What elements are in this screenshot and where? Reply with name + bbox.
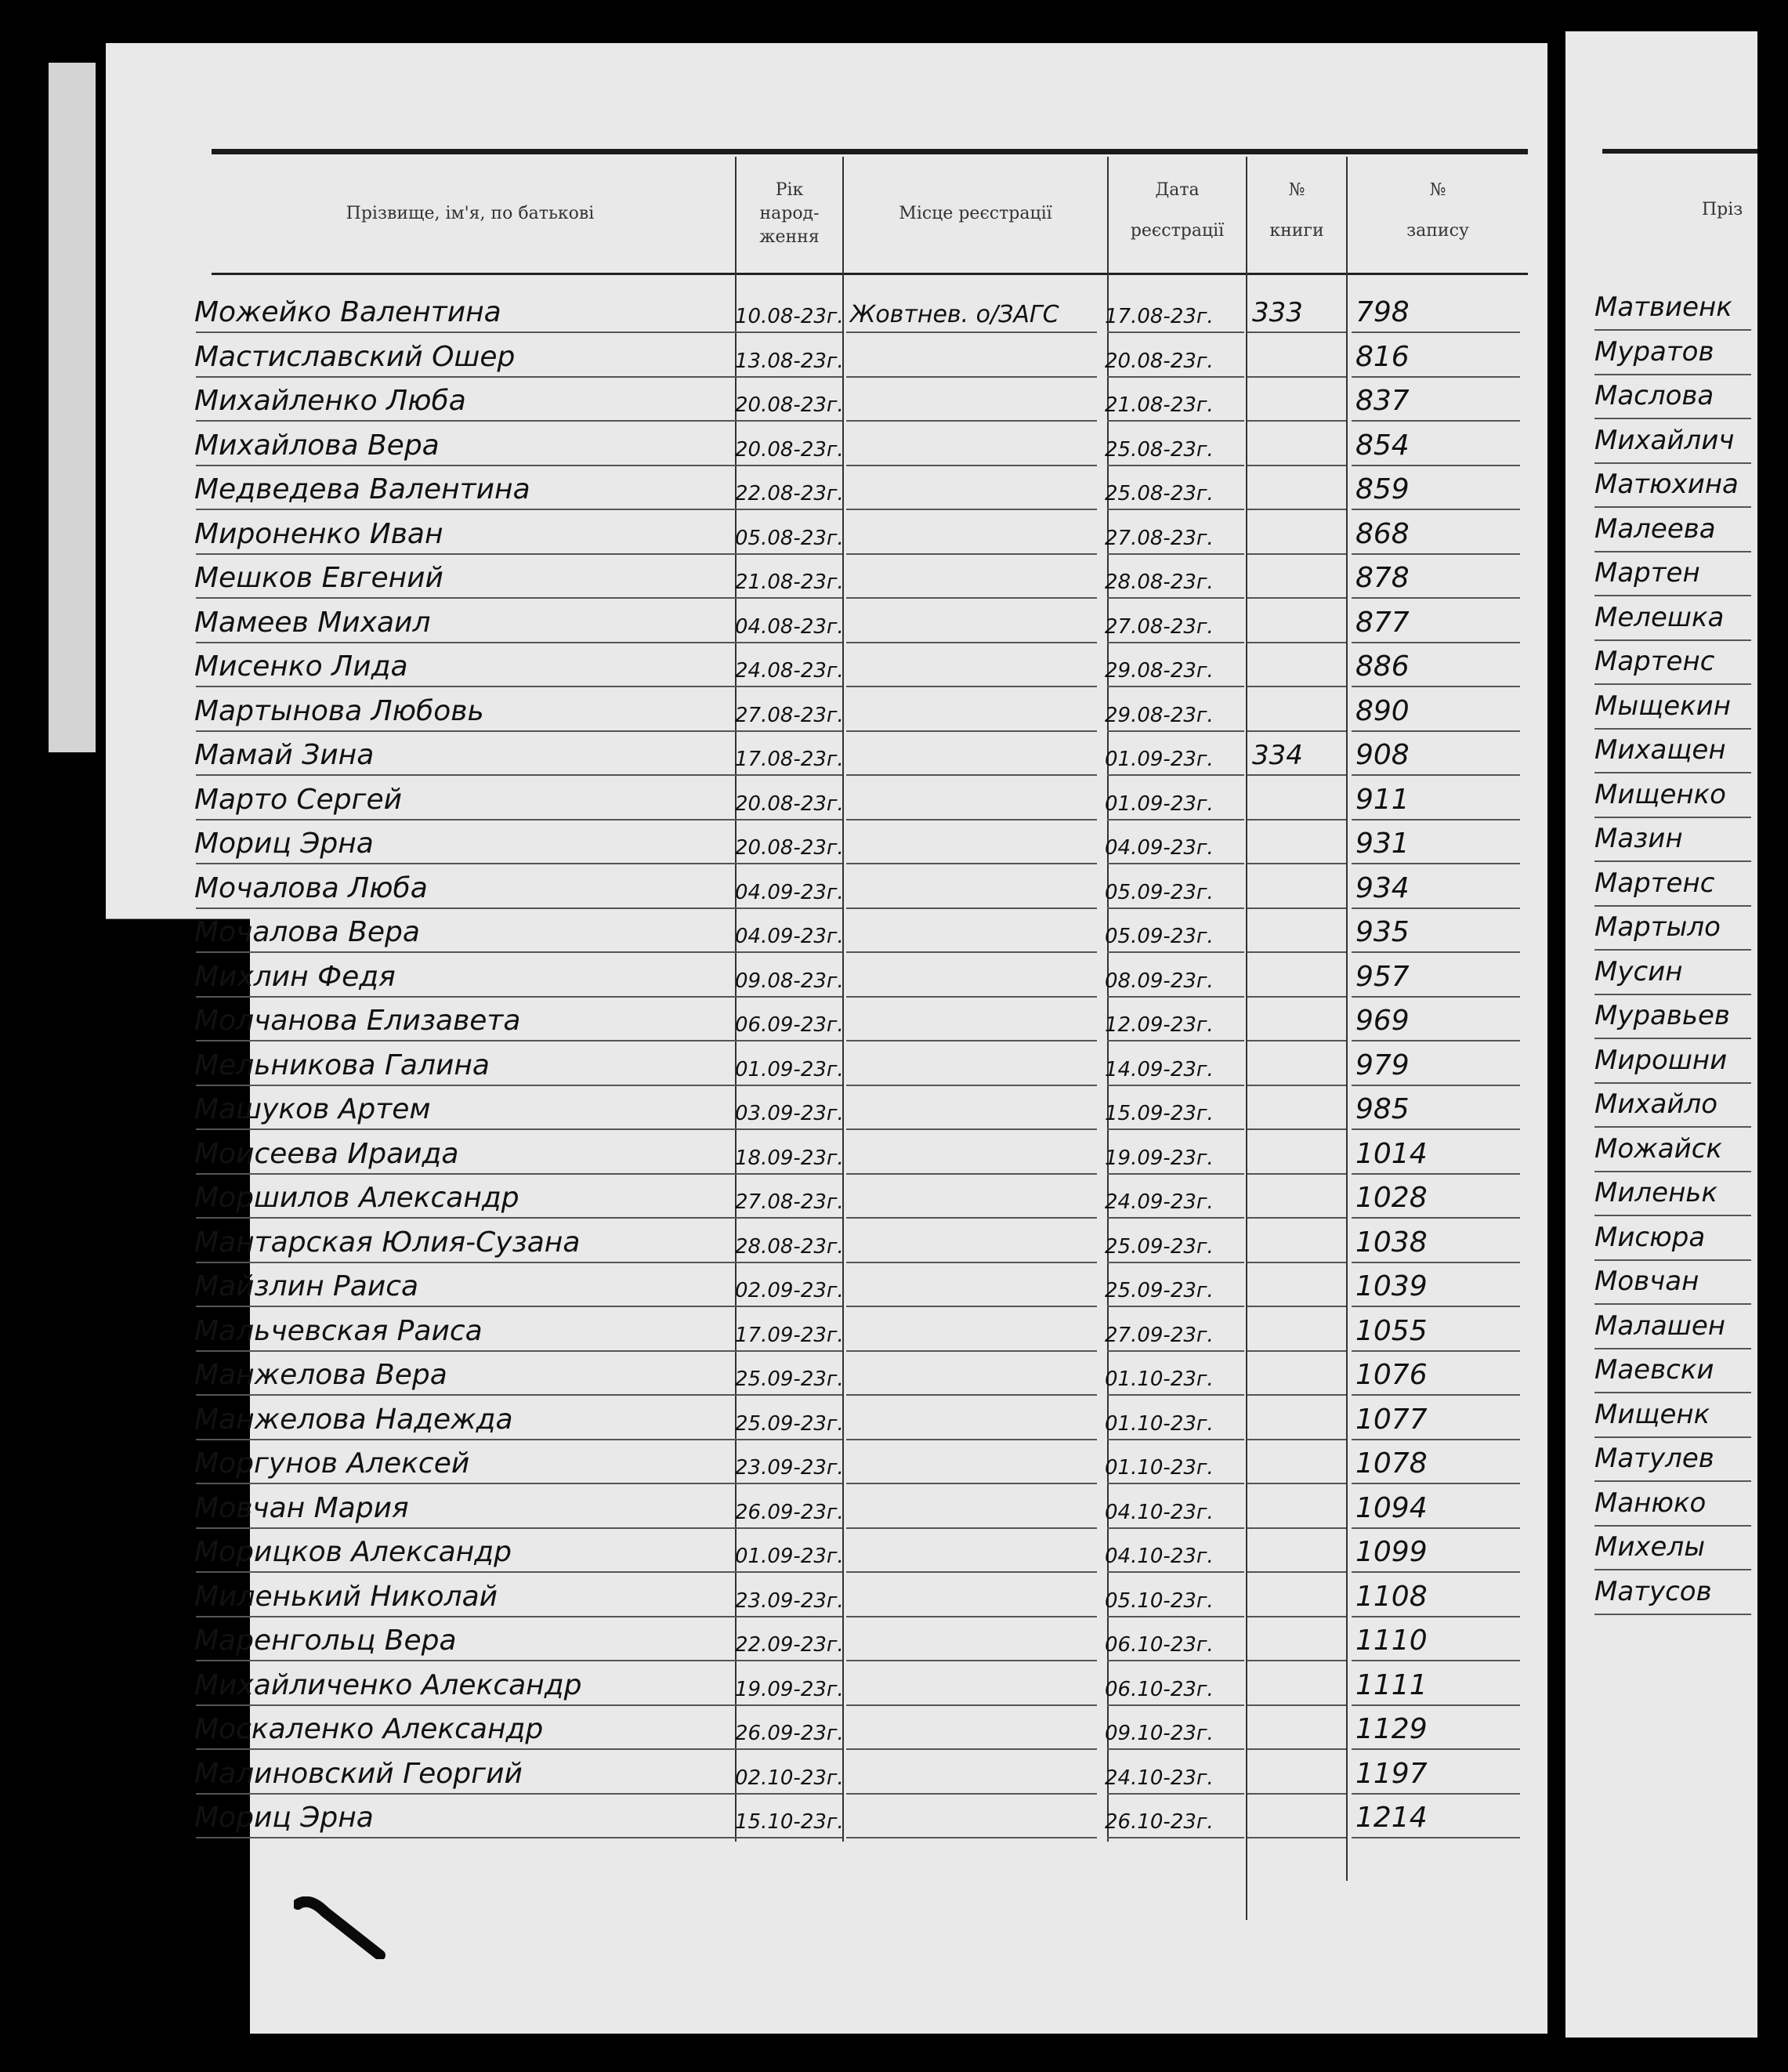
row-name: Мельникова Галина bbox=[194, 1049, 490, 1081]
next-page-name: Мартенс bbox=[1594, 646, 1715, 677]
row-record: 1076 bbox=[1355, 1359, 1428, 1391]
row-birth: 27.08-23г. bbox=[735, 1190, 844, 1214]
header-place: Місце реєстрації bbox=[899, 204, 1052, 223]
row-name: Можейко Валентина bbox=[194, 296, 501, 328]
row-record: 1099 bbox=[1355, 1536, 1428, 1568]
next-page-underline bbox=[1594, 1480, 1751, 1482]
next-page-name: Мартенс bbox=[1594, 867, 1715, 899]
next-page-name: Матусов bbox=[1594, 1575, 1712, 1607]
table-row bbox=[0, 1528, 1788, 1573]
next-page-underline bbox=[1594, 1259, 1751, 1261]
row-underline bbox=[846, 1837, 1097, 1838]
row-name: Москаленко Александр bbox=[194, 1713, 544, 1745]
row-name: Моисеева Ираида bbox=[194, 1137, 459, 1170]
row-birth: 06.09-23г. bbox=[735, 1013, 844, 1037]
row-name: Мочалова Люба bbox=[194, 871, 428, 904]
row-record: 878 bbox=[1355, 562, 1410, 594]
row-name: Машуков Артем bbox=[194, 1093, 431, 1125]
next-page-name: Маслова bbox=[1594, 380, 1714, 411]
row-name: Манжелова Вера bbox=[194, 1359, 447, 1391]
row-birth: 26.09-23г. bbox=[735, 1722, 844, 1745]
row-record: 1129 bbox=[1355, 1713, 1428, 1745]
table-row bbox=[0, 776, 1788, 820]
row-birth: 25.09-23г. bbox=[735, 1411, 844, 1436]
row-name: Мастиславский Ошер bbox=[194, 340, 516, 373]
next-page-name: Миленьк bbox=[1594, 1177, 1717, 1208]
top-double-rule bbox=[212, 149, 1528, 154]
row-regdate: 27.08-23г. bbox=[1105, 614, 1214, 639]
table-row bbox=[0, 1219, 1788, 1263]
table-row bbox=[0, 1262, 1788, 1307]
row-name: Мамай Зина bbox=[194, 739, 375, 771]
row-underline bbox=[1352, 1837, 1520, 1838]
row-birth: 24.08-23г. bbox=[735, 659, 844, 683]
row-record: 931 bbox=[1355, 828, 1410, 860]
row-record: 798 bbox=[1355, 296, 1410, 328]
next-page-name: Малеева bbox=[1594, 513, 1716, 545]
next-page-name: Матулев bbox=[1594, 1443, 1714, 1474]
row-birth: 26.09-23г. bbox=[735, 1500, 844, 1524]
next-page-underline bbox=[1594, 949, 1751, 951]
row-name: Майзлин Раиса bbox=[194, 1270, 419, 1302]
header-bottom-rule bbox=[212, 273, 1528, 275]
next-page bbox=[1565, 31, 1757, 2038]
table-row bbox=[0, 465, 1788, 510]
binding-clip-icon bbox=[294, 1896, 388, 1959]
next-page-name: Мыщекин bbox=[1594, 690, 1731, 722]
row-record: 957 bbox=[1355, 960, 1410, 993]
next-page-underline bbox=[1594, 683, 1751, 685]
row-record: 859 bbox=[1355, 473, 1410, 505]
row-birth: 04.08-23г. bbox=[735, 614, 844, 639]
next-page-name: Мелешка bbox=[1594, 601, 1725, 633]
table-row bbox=[0, 1085, 1788, 1130]
next-page-underline bbox=[1594, 905, 1751, 907]
row-birth: 04.09-23г. bbox=[735, 925, 844, 948]
table-row bbox=[0, 1351, 1788, 1396]
row-birth: 02.10-23г. bbox=[735, 1766, 844, 1790]
header-birth: Рік народ- ження bbox=[759, 180, 820, 247]
next-page-name: Михелы bbox=[1594, 1531, 1706, 1563]
next-page-name: Мищенко bbox=[1594, 778, 1726, 810]
row-regdate: 20.08-23г. bbox=[1105, 349, 1214, 373]
row-regdate: 05.09-23г. bbox=[1105, 925, 1214, 948]
row-regdate: 26.10-23г. bbox=[1105, 1810, 1214, 1834]
next-page-underline bbox=[1594, 1614, 1751, 1615]
table-row bbox=[0, 864, 1788, 909]
table-row bbox=[0, 1617, 1788, 1661]
row-birth: 21.08-23г. bbox=[735, 571, 844, 594]
row-regdate: 27.09-23г. bbox=[1105, 1323, 1214, 1347]
row-book: 333 bbox=[1252, 297, 1303, 328]
row-record: 886 bbox=[1355, 650, 1410, 683]
row-name: Моргунов Алексей bbox=[194, 1447, 470, 1480]
row-record: 911 bbox=[1355, 783, 1410, 816]
next-page-name: Мищенк bbox=[1594, 1398, 1710, 1430]
row-regdate: 19.09-23г. bbox=[1105, 1146, 1214, 1170]
row-record: 1110 bbox=[1355, 1625, 1428, 1657]
row-birth: 17.09-23г. bbox=[735, 1323, 844, 1347]
next-page-name: Мовчан bbox=[1594, 1266, 1699, 1297]
row-name: Мантарская Юлия-Сузана bbox=[194, 1226, 581, 1259]
row-name: Мисенко Лида bbox=[194, 650, 408, 683]
next-page-underline bbox=[1594, 1348, 1751, 1349]
row-name: Миленький Николай bbox=[194, 1580, 498, 1613]
row-name: Мешков Евгений bbox=[194, 562, 443, 594]
row-regdate: 01.10-23г. bbox=[1105, 1456, 1214, 1480]
row-regdate: 05.10-23г. bbox=[1105, 1588, 1214, 1613]
table-row bbox=[0, 599, 1788, 643]
row-regdate: 25.09-23г. bbox=[1105, 1234, 1214, 1259]
next-page-name: Муратов bbox=[1594, 335, 1714, 368]
row-name: Михайлова Вера bbox=[194, 429, 440, 462]
next-page-underline bbox=[1594, 1303, 1751, 1305]
row-record: 854 bbox=[1355, 429, 1410, 462]
row-regdate: 24.10-23г. bbox=[1105, 1766, 1214, 1790]
row-name: Молчанова Елизавета bbox=[194, 1005, 521, 1037]
table-row bbox=[0, 997, 1788, 1041]
row-underline bbox=[735, 1837, 842, 1838]
row-regdate: 28.08-23г. bbox=[1105, 571, 1214, 594]
row-record: 1014 bbox=[1355, 1137, 1428, 1170]
next-page-underline bbox=[1594, 551, 1751, 552]
next-page-underline bbox=[1594, 817, 1751, 818]
row-name: Мориц Эрна bbox=[194, 1802, 374, 1834]
row-name: Малиновский Георгий bbox=[194, 1757, 523, 1790]
table-row bbox=[0, 333, 1788, 378]
row-regdate: 04.10-23г. bbox=[1105, 1500, 1214, 1524]
row-name: Михлин Федя bbox=[194, 960, 396, 993]
table-row bbox=[0, 1041, 1788, 1086]
row-birth: 23.09-23г. bbox=[735, 1456, 844, 1480]
row-record: 837 bbox=[1355, 385, 1410, 417]
row-regdate: 01.09-23г. bbox=[1105, 748, 1214, 771]
row-name: Мориц Эрна bbox=[194, 828, 374, 860]
row-regdate: 27.08-23г. bbox=[1105, 526, 1214, 550]
row-regdate: 15.09-23г. bbox=[1105, 1102, 1214, 1125]
row-birth: 20.08-23г. bbox=[735, 393, 844, 417]
header-record: № запису bbox=[1406, 180, 1469, 241]
row-birth: 02.09-23г. bbox=[735, 1279, 844, 1302]
next-page-name: Мисюра bbox=[1594, 1221, 1706, 1253]
row-regdate: 06.10-23г. bbox=[1105, 1633, 1214, 1657]
row-name: Манжелова Надежда bbox=[194, 1403, 513, 1436]
row-record: 1197 bbox=[1355, 1757, 1428, 1790]
table-row bbox=[0, 1396, 1788, 1440]
next-page-underline bbox=[1594, 1436, 1751, 1438]
row-birth: 20.08-23г. bbox=[735, 791, 844, 816]
table-row bbox=[0, 510, 1788, 555]
next-page-underline bbox=[1594, 1215, 1751, 1216]
row-name: Мартынова Любовь bbox=[194, 694, 484, 727]
next-page-underline bbox=[1594, 639, 1751, 641]
row-record: 1077 bbox=[1355, 1403, 1428, 1436]
table-row bbox=[0, 1661, 1788, 1706]
next-page-underline bbox=[1594, 1525, 1751, 1527]
row-record: 934 bbox=[1355, 871, 1410, 904]
header-name: Прізвище, ім'я, по батькові bbox=[346, 204, 595, 223]
next-page-name: Муравьев bbox=[1594, 1000, 1730, 1031]
row-birth: 09.08-23г. bbox=[735, 969, 844, 993]
next-page-underline bbox=[1594, 1569, 1751, 1570]
next-page-underline bbox=[1594, 462, 1751, 464]
row-regdate: 21.08-23г. bbox=[1105, 393, 1214, 417]
next-page-name: Мартен bbox=[1594, 557, 1700, 589]
table-row bbox=[0, 731, 1788, 776]
next-page-name: Мазин bbox=[1594, 823, 1683, 854]
row-name: Маренгольц Вера bbox=[194, 1625, 457, 1657]
row-record: 877 bbox=[1355, 606, 1410, 639]
row-regdate: 09.10-23г. bbox=[1105, 1722, 1214, 1745]
next-page-underline bbox=[1594, 994, 1751, 995]
row-birth: 27.08-23г. bbox=[735, 703, 844, 727]
row-record: 1111 bbox=[1355, 1668, 1428, 1701]
row-regdate: 14.09-23г. bbox=[1105, 1057, 1214, 1081]
row-birth: 18.09-23г. bbox=[735, 1146, 844, 1170]
row-book: 334 bbox=[1252, 740, 1303, 771]
row-birth: 05.08-23г. bbox=[735, 526, 844, 550]
row-regdate: 01.09-23г. bbox=[1105, 791, 1214, 816]
table-row bbox=[0, 1705, 1788, 1750]
row-name: Мочалова Вера bbox=[194, 916, 420, 948]
row-regdate: 12.09-23г. bbox=[1105, 1013, 1214, 1037]
next-page-name: Мартыло bbox=[1594, 911, 1721, 943]
row-regdate: 29.08-23г. bbox=[1105, 659, 1214, 683]
row-birth: 22.09-23г. bbox=[735, 1633, 844, 1657]
table-row bbox=[0, 1440, 1788, 1484]
next-page-name: Михайлич bbox=[1594, 424, 1735, 456]
header-book: № книги bbox=[1269, 180, 1324, 241]
row-birth: 19.09-23г. bbox=[735, 1677, 844, 1701]
table-row bbox=[0, 1307, 1788, 1352]
next-page-underline bbox=[1594, 1082, 1751, 1084]
row-record: 1055 bbox=[1355, 1314, 1428, 1347]
row-regdate: 01.10-23г. bbox=[1105, 1411, 1214, 1436]
row-birth: 13.08-23г. bbox=[735, 349, 844, 373]
row-record: 935 bbox=[1355, 916, 1410, 948]
next-page-underline bbox=[1594, 1171, 1751, 1172]
row-birth: 17.08-23г. bbox=[735, 748, 844, 771]
table-row bbox=[0, 377, 1788, 422]
row-record: 1108 bbox=[1355, 1580, 1428, 1613]
row-record: 816 bbox=[1355, 340, 1410, 373]
row-name: Медведева Валентина bbox=[194, 473, 530, 505]
row-birth: 20.08-23г. bbox=[735, 437, 844, 462]
next-page-name: Михащен bbox=[1594, 734, 1726, 766]
next-page-header: Пріз bbox=[1702, 200, 1743, 219]
row-name: Морицков Александр bbox=[194, 1536, 512, 1568]
table-row bbox=[0, 953, 1788, 998]
row-birth: 10.08-23г. bbox=[735, 305, 844, 328]
row-name: Михайличенко Александр bbox=[194, 1668, 582, 1701]
table-row bbox=[0, 908, 1788, 953]
row-name: Марто Сергей bbox=[194, 783, 403, 816]
row-record: 1094 bbox=[1355, 1491, 1428, 1524]
next-page-name: Матюхина bbox=[1594, 469, 1739, 500]
row-record: 1214 bbox=[1355, 1802, 1428, 1834]
row-name: Моршилов Александр bbox=[194, 1182, 519, 1214]
row-birth: 22.08-23г. bbox=[735, 482, 844, 505]
row-birth: 01.09-23г. bbox=[735, 1545, 844, 1568]
row-regdate: 01.10-23г. bbox=[1105, 1367, 1214, 1391]
row-record: 908 bbox=[1355, 739, 1410, 771]
next-page-underline bbox=[1594, 728, 1751, 730]
row-regdate: 05.09-23г. bbox=[1105, 880, 1214, 904]
row-regdate: 24.09-23г. bbox=[1105, 1190, 1214, 1214]
row-regdate: 06.10-23г. bbox=[1105, 1677, 1214, 1701]
row-underline bbox=[196, 1837, 737, 1838]
row-regdate: 25.08-23г. bbox=[1105, 437, 1214, 462]
row-regdate: 04.09-23г. bbox=[1105, 836, 1214, 860]
row-place: Жовтнев. о/ЗАГС bbox=[850, 301, 1059, 328]
table-row bbox=[0, 288, 1788, 333]
row-regdate: 29.08-23г. bbox=[1105, 703, 1214, 727]
row-birth: 04.09-23г. bbox=[735, 880, 844, 904]
row-record: 1038 bbox=[1355, 1226, 1428, 1259]
next-page-underline bbox=[1594, 374, 1751, 375]
table-row bbox=[0, 1750, 1788, 1795]
row-underline bbox=[1107, 1837, 1244, 1838]
next-page-name: Мусин bbox=[1594, 955, 1683, 987]
row-regdate: 25.08-23г. bbox=[1105, 482, 1214, 505]
row-record: 985 bbox=[1355, 1093, 1410, 1125]
next-page-underline bbox=[1594, 860, 1751, 862]
next-page-underline bbox=[1594, 1126, 1751, 1128]
table-row bbox=[0, 1130, 1788, 1175]
row-record: 1039 bbox=[1355, 1270, 1428, 1302]
row-name: Михайленко Люба bbox=[194, 385, 466, 417]
row-birth: 28.08-23г. bbox=[735, 1234, 844, 1259]
row-birth: 15.10-23г. bbox=[735, 1810, 844, 1834]
row-name: Мироненко Иван bbox=[194, 517, 443, 550]
table-row bbox=[0, 1794, 1788, 1838]
row-birth: 23.09-23г. bbox=[735, 1588, 844, 1613]
row-record: 890 bbox=[1355, 694, 1410, 727]
next-page-name: Малашен bbox=[1594, 1309, 1725, 1342]
next-page-underline bbox=[1594, 1038, 1751, 1039]
table-row bbox=[0, 1174, 1788, 1219]
row-birth: 25.09-23г. bbox=[735, 1367, 844, 1391]
next-page-underline bbox=[1594, 506, 1751, 508]
next-page-top-rule bbox=[1602, 149, 1757, 154]
row-name: Мальчевская Раиса bbox=[194, 1314, 483, 1347]
table-row bbox=[0, 820, 1788, 864]
table-row bbox=[0, 1573, 1788, 1617]
next-page-name: Мирошни bbox=[1594, 1044, 1728, 1076]
row-record: 979 bbox=[1355, 1049, 1410, 1081]
next-page-name: Манюко bbox=[1594, 1487, 1707, 1519]
next-page-underline bbox=[1594, 772, 1751, 773]
next-page-name: Михайло bbox=[1594, 1089, 1718, 1120]
next-page-underline bbox=[1594, 329, 1751, 331]
row-birth: 03.09-23г. bbox=[735, 1102, 844, 1125]
next-page-name: Маевски bbox=[1594, 1354, 1714, 1386]
row-name: Мовчан Мария bbox=[194, 1491, 409, 1524]
table-row bbox=[0, 554, 1788, 599]
row-record: 1078 bbox=[1355, 1447, 1428, 1480]
row-regdate: 17.08-23г. bbox=[1105, 305, 1214, 328]
table-row bbox=[0, 687, 1788, 732]
next-page-name: Матвиенк bbox=[1594, 292, 1732, 323]
row-birth: 20.08-23г. bbox=[735, 836, 844, 860]
row-regdate: 08.09-23г. bbox=[1105, 969, 1214, 993]
header-regdate: Дата реєстрації bbox=[1130, 180, 1225, 241]
table-row bbox=[0, 1484, 1788, 1529]
next-page-underline bbox=[1594, 418, 1751, 419]
next-page-underline bbox=[1594, 1392, 1751, 1393]
table-row bbox=[0, 643, 1788, 687]
row-name: Мамеев Михаил bbox=[194, 606, 431, 639]
row-birth: 01.09-23г. bbox=[735, 1057, 844, 1081]
next-page-underline bbox=[1594, 595, 1751, 596]
table-row bbox=[0, 422, 1788, 466]
next-page-name: Можайск bbox=[1594, 1132, 1722, 1165]
row-record: 969 bbox=[1355, 1005, 1410, 1037]
row-record: 868 bbox=[1355, 517, 1410, 550]
row-record: 1028 bbox=[1355, 1182, 1428, 1214]
row-regdate: 04.10-23г. bbox=[1105, 1545, 1214, 1568]
row-underline bbox=[1247, 1837, 1346, 1838]
row-regdate: 25.09-23г. bbox=[1105, 1279, 1214, 1302]
